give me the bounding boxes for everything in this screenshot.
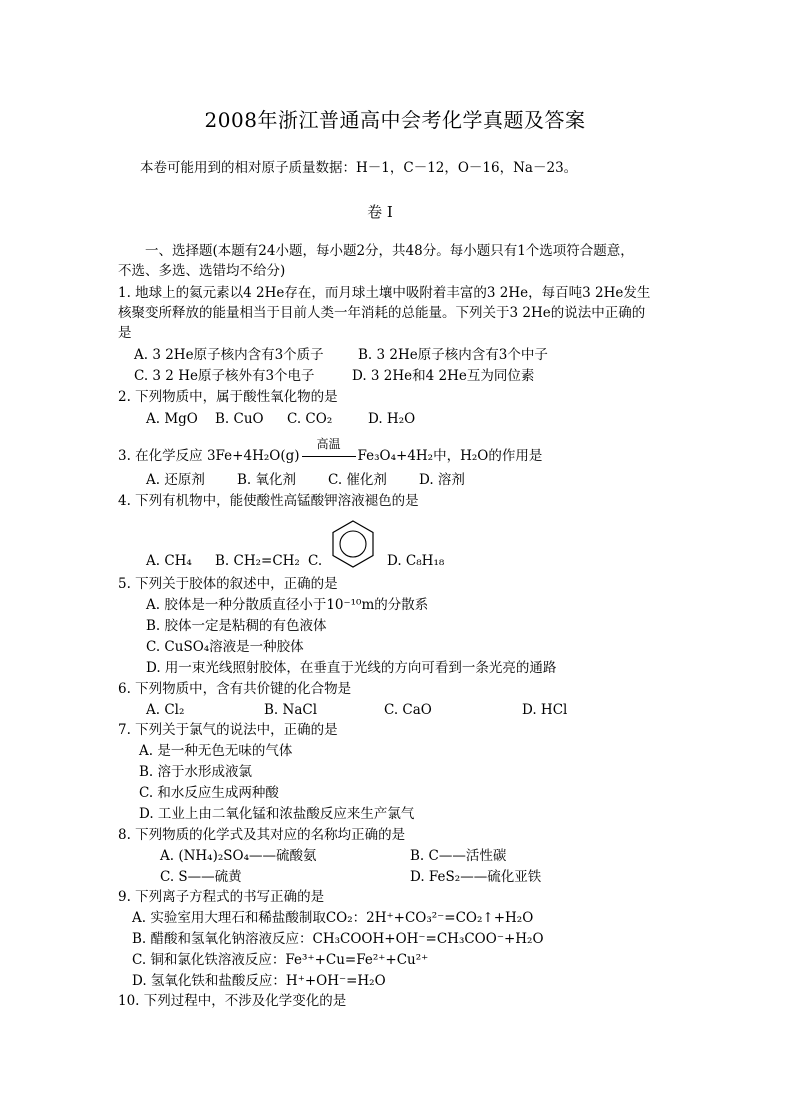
section-heading: 一、选择题(本题有24小题，每小题2分，共48分。每小题只有1个选项符合题意， — [145, 243, 634, 259]
question-6-option-a: A. Cl₂ — [146, 702, 185, 718]
question-9-option-a: A. 实验室用大理石和稀盐酸制取CO₂：2H⁺+CO₃²⁻=CO₂↑+H₂O — [132, 910, 534, 926]
question-8-option-d: D. FeS₂——硫化亚铁 — [410, 869, 542, 885]
question-1-option-b: B. 3 2He原子核内含有3个中子 — [358, 347, 548, 363]
question-6-option-d: D. HCl — [522, 702, 568, 718]
question-10-stem: 10. 下列过程中，不涉及化学变化的是 — [118, 993, 347, 1009]
question-7-option-b: B. 溶于水形成液氯 — [139, 764, 253, 780]
question-2-option-b: B. CuO — [215, 411, 264, 427]
question-2-stem: 2. 下列物质中，属于酸性氧化物的是 — [118, 389, 338, 405]
question-9-option-b: B. 醋酸和氢氧化钠溶液反应：CH₃COOH+OH⁻=CH₃COO⁻+H₂O — [132, 931, 544, 947]
section-heading-cont: 不选、多选、选错均不给分) — [118, 263, 286, 279]
question-2-option-c: C. CO₂ — [287, 411, 333, 427]
question-9-option-d: D. 氢氧化铁和盐酸反应：H⁺+OH⁻=H₂O — [132, 973, 386, 989]
question-4-option-b: B. CH₂=CH₂ — [215, 553, 300, 569]
question-5-option-b: B. 胶体一定是粘稠的有色液体 — [146, 618, 327, 634]
question-7-stem: 7. 下列关于氯气的说法中，正确的是 — [118, 722, 338, 738]
question-5-stem: 5. 下列关于胶体的叙述中，正确的是 — [118, 576, 338, 592]
question-4-option-a: A. CH₄ — [146, 553, 192, 569]
volume-heading: 卷 Ⅰ — [367, 203, 393, 221]
page-title: 2008年浙江普通高中会考化学真题及答案 — [204, 108, 586, 132]
question-3-reactants: 3. 在化学反应 3Fe+4H₂O(g) — [118, 448, 300, 464]
question-8-option-c: C. S——硫黄 — [160, 869, 242, 885]
reaction-arrow — [300, 437, 358, 465]
question-8-stem: 8. 下列物质的化学式及其对应的名称均正确的是 — [118, 827, 406, 843]
question-4-stem: 4. 下列有机物中，能使酸性高锰酸钾溶液褪色的是 — [118, 493, 419, 509]
question-7-option-d: D. 工业上由二氧化锰和浓盐酸反应来生产氯气 — [139, 806, 415, 822]
question-1-stem-cont: 核聚变所释放的能量相当于目前人类一年消耗的总能量。下列关于3 2He的说法中正确的 — [118, 305, 646, 321]
question-8-option-b: B. C——活性碳 — [410, 848, 507, 864]
question-6-option-b: B. NaCl — [264, 702, 318, 718]
question-3-option-a: A. 还原剂 — [146, 472, 205, 488]
intro-text: 本卷可能用到的相对原子质量数据：H－1，C－12，O－16，Na－23。 — [140, 160, 578, 176]
question-4-option-c: C. — [308, 553, 323, 569]
question-7-option-c: C. 和水反应生成两种酸 — [139, 785, 279, 801]
question-5-option-c: C. CuSO₄溶液是一种胶体 — [146, 639, 304, 655]
question-5-option-d: D. 用一束光线照射胶体，在垂直于光线的方向可看到一条光亮的通路 — [146, 660, 557, 676]
question-2-option-d: D. H₂O — [368, 411, 416, 427]
question-2-option-a: A. MgO — [146, 411, 198, 427]
question-4-option-d: D. C₈H₁₈ — [387, 553, 445, 569]
benzene-ring-icon — [328, 518, 378, 570]
question-3-option-b: B. 氧化剂 — [237, 472, 297, 488]
question-1-option-c: C. 3 2 He原子核外有3个电子 — [134, 368, 315, 384]
question-1-option-a: A. 3 2He原子核内含有3个质子 — [134, 347, 324, 363]
question-1-stem-cont: 是 — [118, 325, 132, 341]
reaction-condition: 高温 — [316, 437, 341, 451]
question-6-stem: 6. 下列物质中，含有共价键的化合物是 — [118, 681, 352, 697]
question-3-option-c: C. 催化剂 — [328, 472, 387, 488]
question-5-option-a: A. 胶体是一种分散质直径小于10⁻¹⁰m的分散系 — [146, 597, 429, 613]
question-6-option-c: C. CaO — [384, 702, 432, 718]
question-9-option-c: C. 铜和氯化铁溶液反应：Fe³⁺+Cu=Fe²⁺+Cu²⁺ — [132, 952, 429, 968]
question-1-option-d: D. 3 2He和4 2He互为同位素 — [352, 368, 535, 384]
question-7-option-a: A. 是一种无色无味的气体 — [139, 743, 293, 759]
question-8-option-a: A. (NH₄)₂SO₄——硫酸氨 — [160, 848, 317, 864]
question-1-stem: 1. 地球上的氦元素以4 2He存在，而月球土壤中吸附着丰富的3 2He，每百吨3 2He发生 — [118, 285, 651, 301]
question-9-stem: 9. 下列离子方程式的书写正确的是 — [118, 889, 325, 905]
question-3-stem — [118, 437, 543, 465]
question-3-products: Fe₃O₄+4H₂中，H₂O的作用是 — [357, 448, 543, 464]
question-3-option-d: D. 溶剂 — [419, 472, 465, 488]
